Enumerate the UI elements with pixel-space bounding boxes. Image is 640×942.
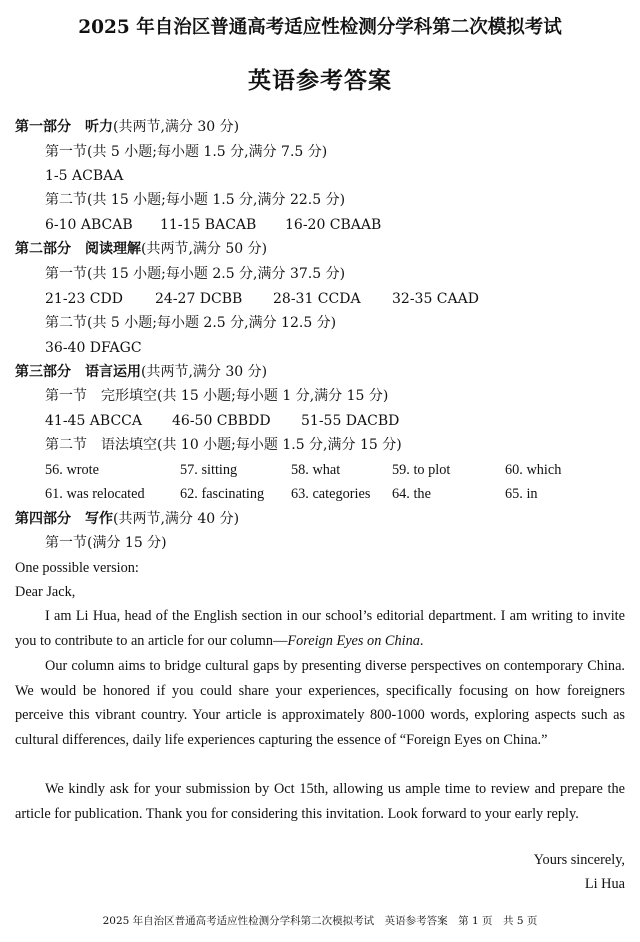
answer-group: 28-31 CCDA	[273, 291, 361, 307]
part1-section1: 第一节(共 5 小题;每小题 1.5 分,满分 7.5 分)	[45, 144, 328, 160]
answer-group: 46-50 CBBDD	[172, 413, 271, 429]
part3-section1: 第一节 完形填空(共 15 小题;每小题 1 分,满分 15 分)	[45, 388, 389, 404]
grammar-answer: 64. the	[392, 486, 431, 502]
greeting: Dear Jack,	[15, 584, 76, 600]
answer-group: 51-55 DACBD	[301, 413, 400, 429]
column-name: Foreign Eyes on China	[287, 632, 420, 649]
part4-desc: (共两节,满分 40 分)	[113, 511, 240, 527]
paragraph-text: .	[419, 632, 424, 649]
answer-group: 41-45 ABCCA	[45, 413, 143, 429]
essay-paragraph-3: We kindly ask for your submission by Oct 15th, allowing us ample time to review and prepare the article for publication. Thank you for considering this invitation. Look forward to your early reply.	[15, 781, 625, 822]
part3-desc: (共两节,满分 30 分)	[141, 364, 268, 380]
exam-title: 2025 年自治区普通高考适应性检测分学科第二次模拟考试	[78, 17, 562, 38]
part3-title: 第三部分 语言运用	[15, 364, 141, 380]
essay-paragraph-1	[15, 604, 625, 653]
part2-desc: (共两节,满分 50 分)	[141, 241, 268, 257]
part4-section1: 第一节(满分 15 分)	[45, 535, 167, 551]
part1-desc: (共两节,满分 30 分)	[113, 119, 240, 135]
essay-paragraph-2: Our column aims to bridge cultural gaps by presenting diverse perspectives on contemporary China. We would be honored if you could share your experiences, specifically focusing on how foreigners perceive this vibrant country. Your article is approximately 800-1000 words, exploring aspects such as cultural differences, daily life experiences capturing the essence of “Foreign Eyes on China.”	[15, 658, 625, 748]
closing: Yours sincerely,	[533, 852, 625, 868]
grammar-answer: 56. wrote	[45, 462, 99, 478]
paragraph-text: I am Li Hua, head of the English section in our school’s editorial department. I am writing to invite you to contribute to an article for our column—	[15, 608, 625, 649]
signature: Li Hua	[584, 876, 625, 892]
grammar-answer: 60. which	[505, 462, 562, 478]
part1-heading	[15, 117, 239, 137]
grammar-answer: 62. fascinating	[180, 486, 265, 502]
part2-heading	[15, 239, 267, 259]
part1-section2: 第二节(共 15 小题;每小题 1.5 分,满分 22.5 分)	[45, 192, 346, 208]
version-label: One possible version:	[15, 560, 139, 576]
grammar-answer: 58. what	[291, 462, 341, 478]
part2-title: 第二部分 阅读理解	[15, 241, 141, 257]
grammar-answer: 65. in	[505, 486, 538, 502]
answer-group: 32-35 CAAD	[392, 291, 479, 307]
grammar-answer: 63. categories	[291, 486, 371, 502]
part3-section2: 第二节 语法填空(共 10 小题;每小题 1.5 分,满分 15 分)	[45, 437, 402, 453]
answer-group: 16-20 CBAAB	[285, 217, 382, 233]
answer-group: 11-15 BACAB	[160, 217, 257, 233]
page-footer: 2025 年自治区普通高考适应性检测分学科第二次模拟考试 英语参考答案 第 1 页 共 5 页	[102, 915, 538, 927]
part1-section1-answers: 1-5 ACBAA	[45, 168, 124, 184]
part4-title: 第四部分 写作	[15, 511, 113, 527]
grammar-answer: 59. to plot	[392, 462, 451, 478]
answer-group: 6-10 ABCAB	[45, 217, 133, 233]
answer-group: 21-23 CDD	[45, 291, 123, 307]
part2-section2: 第二节(共 5 小题;每小题 2.5 分,满分 12.5 分)	[45, 315, 337, 331]
part1-title: 第一部分 听力	[15, 119, 113, 135]
part2-section2-answers: 36-40 DFAGC	[45, 340, 142, 356]
grammar-answer: 57. sitting	[180, 462, 238, 478]
part4-heading	[15, 509, 239, 529]
part3-heading	[15, 362, 267, 382]
part2-section1: 第一节(共 15 小题;每小题 2.5 分,满分 37.5 分)	[45, 266, 346, 282]
grammar-answer: 61. was relocated	[45, 486, 145, 502]
answer-group: 24-27 DCBB	[155, 291, 243, 307]
page-subtitle: 英语参考答案	[248, 67, 392, 94]
